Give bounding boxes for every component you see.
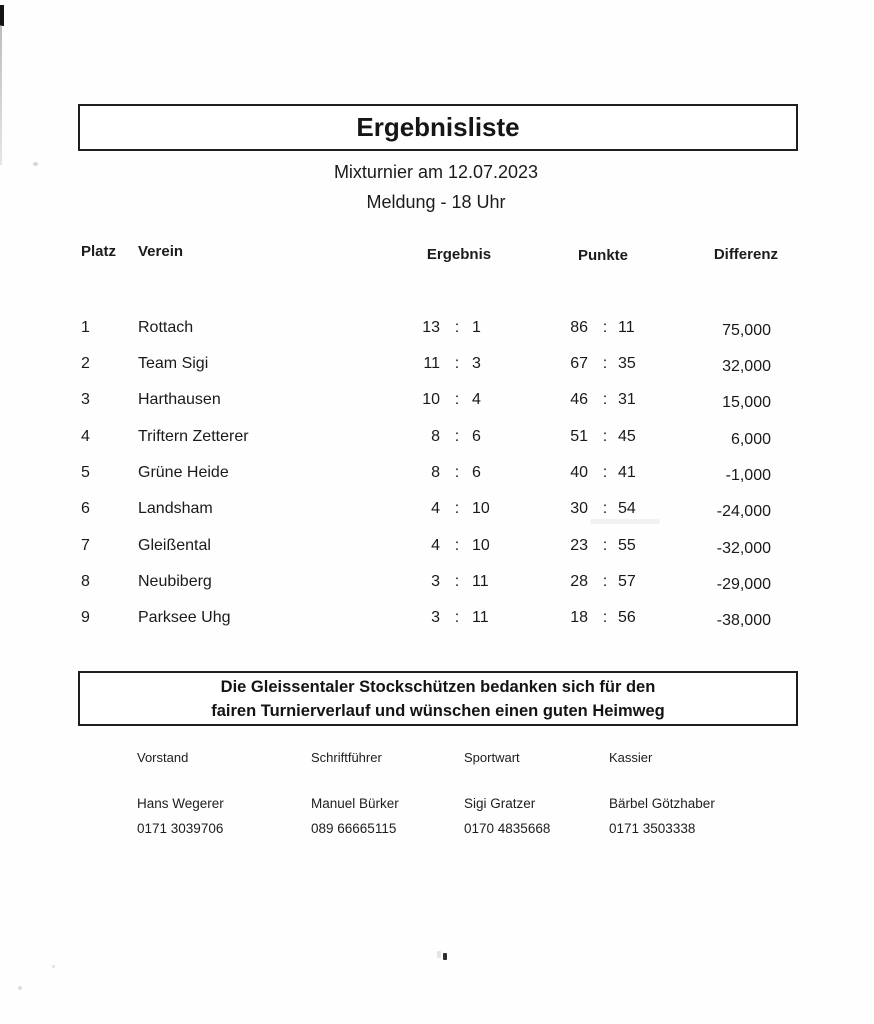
cell-colon: : [454, 500, 460, 517]
cell-ergebnis-won: 8 [431, 428, 440, 445]
thank-you-line-2: fairen Turnierverlauf und wünschen einen guten Heimweg [211, 701, 665, 720]
page-title: Ergebnisliste [356, 112, 520, 142]
table-row [0, 500, 874, 520]
cell-ergebnis-lost: 6 [472, 464, 481, 481]
cell-punkte-against: 55 [618, 537, 636, 554]
table-row [0, 609, 874, 629]
cell-ergebnis-won: 10 [422, 391, 440, 408]
scan-artifact-speck [18, 986, 22, 990]
column-header-ergebnis: Ergebnis [426, 246, 492, 263]
contact-phone: 0171 3503338 [609, 821, 696, 836]
contact-role: Schriftführer [311, 750, 382, 765]
cell-punkte-against: 31 [618, 391, 636, 408]
cell-verein: Rottach [138, 319, 194, 336]
table-row [0, 537, 874, 557]
contact-name: Hans Wegerer [137, 796, 224, 811]
column-header-differenz: Differenz [713, 246, 778, 263]
cell-punkte-for: 23 [570, 537, 588, 554]
cell-platz: 9 [81, 609, 90, 626]
cell-ergebnis-won: 4 [431, 500, 440, 517]
table-row [0, 319, 874, 339]
cell-punkte-against: 57 [618, 573, 636, 590]
contact-name: Sigi Gratzer [464, 796, 536, 811]
contact-name: Manuel Bürker [311, 796, 399, 811]
cell-ergebnis-won: 11 [423, 355, 440, 372]
cell-colon: : [602, 355, 608, 372]
cell-ergebnis-lost: 10 [472, 537, 490, 554]
column-header-punkte: Punkte [577, 247, 628, 264]
cell-differenz: -24,000 [716, 503, 771, 520]
thank-you-line-1: Die Gleissentaler Stockschützen bedanken sich für den [220, 677, 656, 696]
scan-artifact-speck [443, 953, 447, 960]
cell-differenz: -38,000 [716, 612, 771, 629]
contact-role: Kassier [609, 750, 653, 765]
table-row [0, 573, 874, 593]
cell-punkte-for: 28 [570, 573, 588, 590]
thank-you-box [78, 671, 798, 726]
cell-differenz: 6,000 [730, 431, 771, 448]
table-row [0, 428, 874, 448]
cell-punkte-against: 41 [618, 464, 636, 481]
cell-verein: Neubiberg [138, 573, 212, 590]
contact-phone: 0171 3039706 [137, 821, 224, 836]
cell-ergebnis-won: 13 [422, 319, 440, 336]
cell-platz: 1 [81, 319, 90, 336]
cell-colon: : [602, 573, 608, 590]
cell-punkte-against: 45 [618, 428, 636, 445]
contact-phone: 089 66665115 [311, 821, 397, 836]
cell-differenz: -32,000 [716, 540, 771, 557]
cell-ergebnis-won: 4 [431, 537, 440, 554]
cell-colon: : [602, 391, 608, 408]
scan-artifact-speck [52, 965, 55, 968]
contact-role: Vorstand [137, 750, 189, 765]
cell-ergebnis-lost: 4 [472, 391, 481, 408]
subtitle-tournament: Mixturnier am 12.07.2023 [333, 162, 539, 182]
subtitle-report-time: Meldung - 18 Uhr [366, 192, 506, 212]
cell-verein: Parksee Uhg [138, 609, 231, 626]
cell-ergebnis-won: 8 [431, 464, 440, 481]
cell-verein: Landsham [138, 500, 213, 517]
cell-ergebnis-lost: 11 [472, 609, 489, 626]
cell-verein: Triftern Zetterer [138, 428, 249, 445]
table-row [0, 391, 874, 411]
cell-differenz: 32,000 [722, 358, 771, 375]
cell-punkte-for: 46 [570, 391, 588, 408]
cell-ergebnis-lost: 6 [472, 428, 481, 445]
cell-colon: : [602, 500, 608, 517]
cell-platz: 8 [81, 573, 90, 590]
cell-ergebnis-lost: 1 [472, 319, 481, 336]
cell-colon: : [454, 609, 460, 626]
cell-colon: : [602, 537, 608, 554]
cell-colon: : [454, 391, 460, 408]
cell-punkte-against: 11 [618, 319, 635, 336]
cell-ergebnis-lost: 3 [472, 355, 481, 372]
cell-colon: : [454, 537, 460, 554]
contact-role: Sportwart [464, 750, 520, 765]
cell-ergebnis-lost: 10 [472, 500, 490, 517]
cell-differenz: 15,000 [722, 394, 771, 411]
cell-differenz: -1,000 [725, 467, 771, 484]
cell-differenz: -29,000 [716, 576, 771, 593]
cell-platz: 7 [81, 537, 90, 554]
column-header-platz: Platz [81, 243, 117, 260]
cell-verein: Team Sigi [138, 355, 209, 372]
cell-platz: 6 [81, 500, 90, 517]
cell-punkte-for: 51 [570, 428, 588, 445]
cell-ergebnis-lost: 11 [472, 573, 489, 590]
cell-punkte-for: 86 [570, 319, 588, 336]
contact-name: Bärbel Götzhaber [609, 796, 715, 811]
cell-platz: 3 [81, 391, 90, 408]
cell-punkte-for: 40 [570, 464, 588, 481]
cell-punkte-against: 54 [618, 500, 636, 517]
contact-phone: 0170 4835668 [464, 821, 551, 836]
cell-colon: : [602, 609, 608, 626]
contact-kassier [609, 750, 779, 860]
table-row [0, 464, 874, 484]
cell-punkte-for: 18 [570, 609, 588, 626]
cell-ergebnis-won: 3 [431, 609, 440, 626]
cell-platz: 5 [81, 464, 90, 481]
cell-verein: Gleißental [138, 537, 211, 554]
table-row [0, 355, 874, 375]
cell-differenz: 75,000 [722, 322, 771, 339]
cell-punkte-against: 35 [618, 355, 636, 372]
cell-colon: : [602, 428, 608, 445]
contact-vorstand [137, 750, 307, 860]
cell-punkte-for: 30 [570, 500, 588, 517]
cell-platz: 2 [81, 355, 90, 372]
cell-colon: : [454, 464, 460, 481]
cell-verein: Grüne Heide [138, 464, 229, 481]
cell-colon: : [602, 319, 608, 336]
cell-colon: : [602, 464, 608, 481]
cell-ergebnis-won: 3 [431, 573, 440, 590]
column-header-verein: Verein [138, 243, 184, 260]
cell-punkte-against: 56 [618, 609, 636, 626]
contact-schriftfuehrer [311, 750, 481, 860]
cell-colon: : [454, 355, 460, 372]
cell-colon: : [454, 573, 460, 590]
cell-colon: : [454, 428, 460, 445]
cell-verein: Harthausen [138, 391, 221, 408]
cell-colon: : [454, 319, 460, 336]
cell-punkte-for: 67 [570, 355, 588, 372]
cell-platz: 4 [81, 428, 90, 445]
